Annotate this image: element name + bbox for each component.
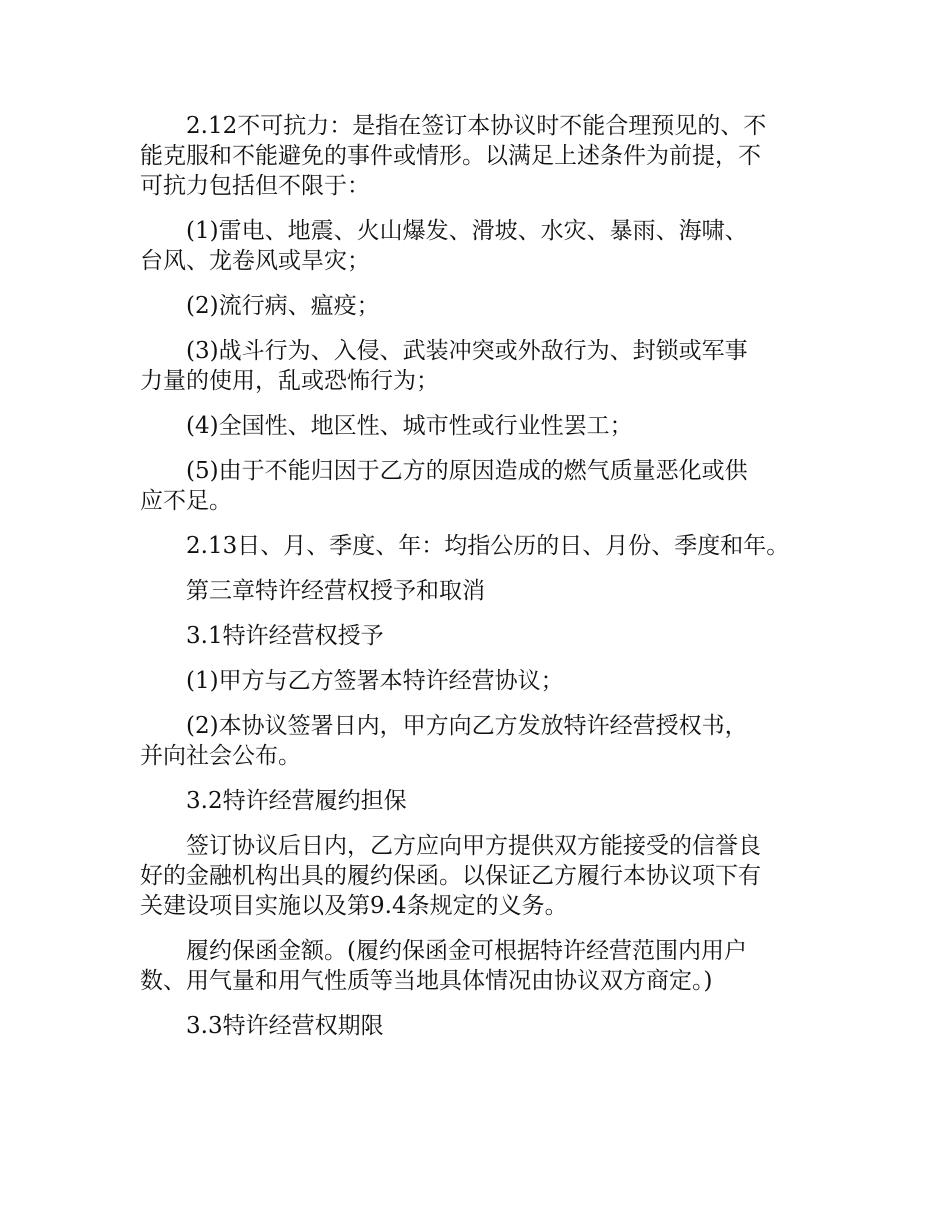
text-line: 3.2特许经营履约担保 [186, 788, 407, 814]
text-line: (1)甲方与乙方签署本特许经营协议； [186, 668, 564, 694]
text-line: 2.13日、月、季度、年：均指公历的日、月份、季度和年。 [186, 533, 790, 559]
text-line: 履约保函金额。(履约保函金可根据特许经营范围内用户 [186, 938, 747, 964]
paragraph-force-majeure-definition [140, 111, 830, 201]
paragraph-item-2-epidemic [140, 291, 830, 321]
text-line: 第三章特许经营权授予和取消 [186, 578, 485, 604]
paragraph-3-1-item-1 [140, 666, 830, 696]
text-line: 力量的使用，乱或恐怖行为； [140, 368, 439, 394]
text-line: 能克服和不能避免的事件或情形。以满足上述条件为前提，不 [140, 143, 761, 169]
section-heading-3-3 [140, 1011, 830, 1041]
paragraph-item-3-war [140, 336, 830, 396]
document-body [140, 111, 830, 1056]
section-heading-3-2 [140, 786, 830, 816]
text-line: (3)战斗行为、入侵、武装冲突或外敌行为、封锁或军事 [186, 338, 748, 364]
text-line: 台风、龙卷风或旱灾； [140, 248, 370, 274]
paragraph-item-5-gas-quality [140, 456, 830, 516]
paragraph-guarantee-amount [140, 936, 830, 996]
text-line: 并向社会公布。 [140, 743, 301, 769]
text-line: (5)由于不能归因于乙方的原因造成的燃气质量恶化或供 [186, 458, 748, 484]
text-line: 数、用气量和用气性质等当地具体情况由协议双方商定。) [140, 968, 713, 994]
paragraph-item-4-strike [140, 411, 830, 441]
section-heading-3-1 [140, 621, 830, 651]
text-line: 2.12不可抗力：是指在签订本协议时不能合理预见的、不 [186, 113, 767, 139]
chapter-heading [140, 576, 830, 606]
text-line: 3.3特许经营权期限 [186, 1013, 384, 1039]
paragraph-performance-guarantee [140, 831, 830, 921]
text-line: 应不足。 [140, 488, 232, 514]
text-line: 好的金融机构出具的履约保函。以保证乙方履行本协议项下有 [140, 863, 761, 889]
paragraph-date-definition [140, 531, 830, 561]
text-line: 关建设项目实施以及第9.4条规定的义务。 [140, 893, 568, 919]
text-line: 3.1特许经营权授予 [186, 623, 384, 649]
paragraph-item-1-natural-disasters [140, 216, 830, 276]
paragraph-3-1-item-2 [140, 711, 830, 771]
text-line: 可抗力包括但不限于： [140, 173, 370, 199]
text-line: (4)全国性、地区性、城市性或行业性罢工； [186, 413, 633, 439]
text-line: (1)雷电、地震、火山爆发、滑坡、水灾、暴雨、海啸、 [186, 218, 748, 244]
text-line: (2)流行病、瘟疫； [186, 293, 380, 319]
text-line: (2)本协议签署日内，甲方向乙方发放特许经营授权书， [186, 713, 748, 739]
text-line: 签订协议后日内，乙方应向甲方提供双方能接受的信誉良 [186, 833, 761, 859]
